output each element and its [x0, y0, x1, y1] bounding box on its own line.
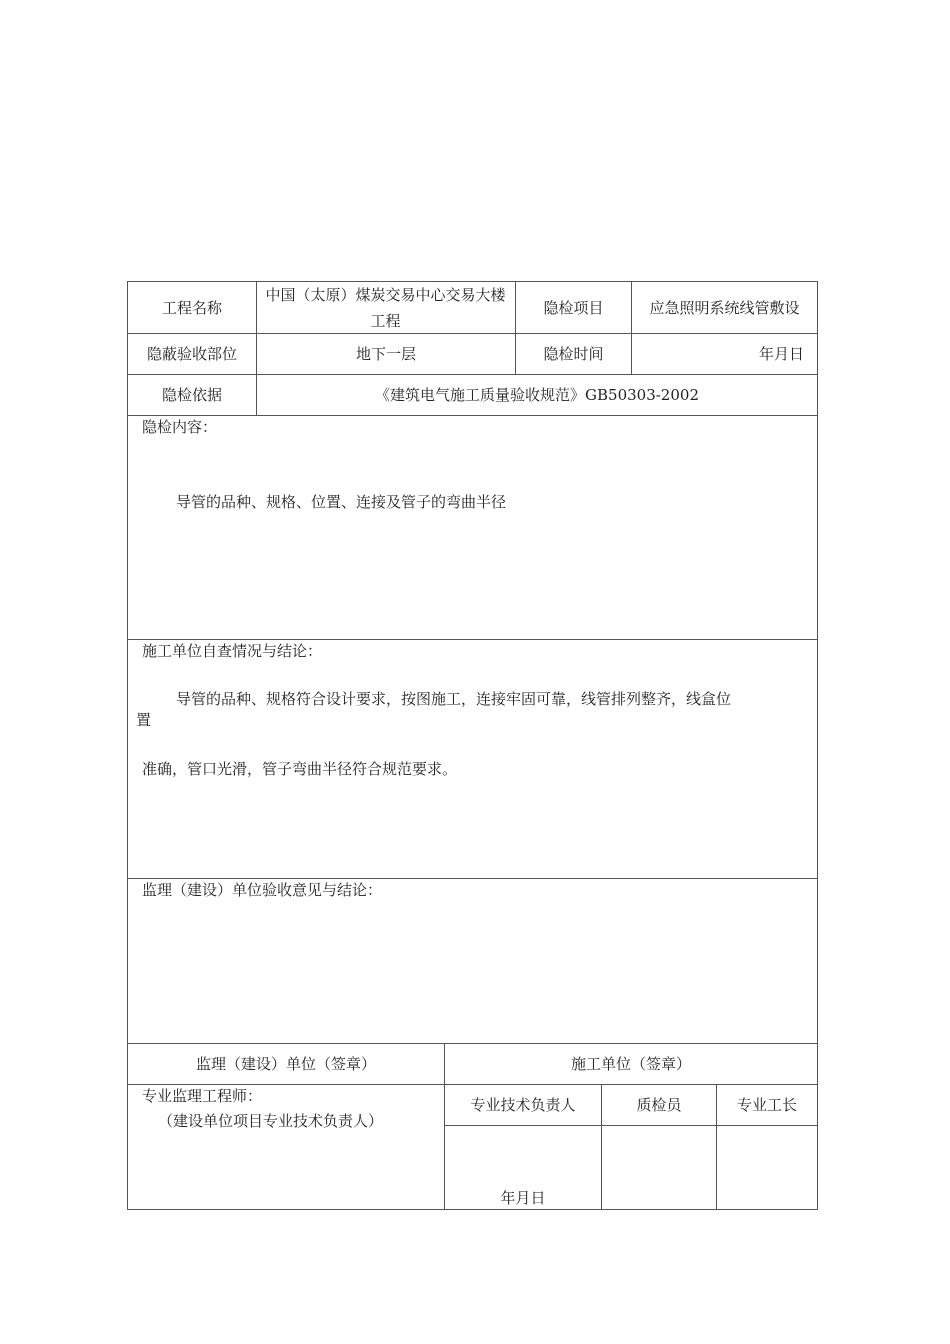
self-check-line2: 准确，管口光滑，管子弯曲半径符合规范要求。: [142, 760, 458, 778]
project-name-value: 中国（太原）煤炭交易中心交易大楼工程: [265, 285, 506, 330]
self-check-line1: 导管的品种、规格符合设计要求，按图施工，连接牢固可靠，线管排列整齐，线盒位: [176, 690, 732, 708]
self-check-line1-wrap: 置: [136, 711, 152, 729]
inspection-item-value: 应急照明系统线管敷设: [649, 298, 800, 317]
construction-unit-seal: 施工单位（签章）: [570, 1055, 691, 1073]
content-label: 隐检内容：: [142, 418, 218, 436]
signature-date: 年月日: [500, 1189, 546, 1207]
basis-label: 隐检依据: [161, 386, 222, 404]
project-name-label: 工程名称: [161, 298, 222, 317]
location-label: 隐蔽验收部位: [146, 345, 237, 363]
content-text: 导管的品种、规格、位置、连接及管子的弯曲半径: [176, 493, 507, 511]
time-label: 隐检时间: [543, 345, 604, 363]
self-check-label: 施工单位自查情况与结论：: [142, 642, 323, 660]
owner-rep-label: （建设单位项目专业技术负责人）: [158, 1112, 384, 1130]
location-value: 地下一层: [355, 345, 416, 363]
foreman-label: 专业工长: [736, 1096, 797, 1114]
row-divider: [444, 1125, 817, 1126]
inspection-form: [127, 281, 818, 1210]
supervision-unit-seal: 监理（建设）单位（签章）: [195, 1055, 376, 1073]
row-divider: [128, 415, 817, 416]
engineer-label: 专业监理工程师：: [142, 1087, 263, 1105]
time-value: 年月日: [758, 345, 804, 363]
inspection-item-label: 隐检项目: [543, 298, 604, 317]
supervision-label: 监理（建设）单位验收意见与结论：: [142, 881, 383, 899]
qc-label: 质检员: [636, 1096, 682, 1114]
basis-value: 《建筑电气施工质量验收规范》GB50303-2002: [375, 386, 699, 404]
tech-lead-label: 专业技术负责人: [470, 1096, 576, 1114]
